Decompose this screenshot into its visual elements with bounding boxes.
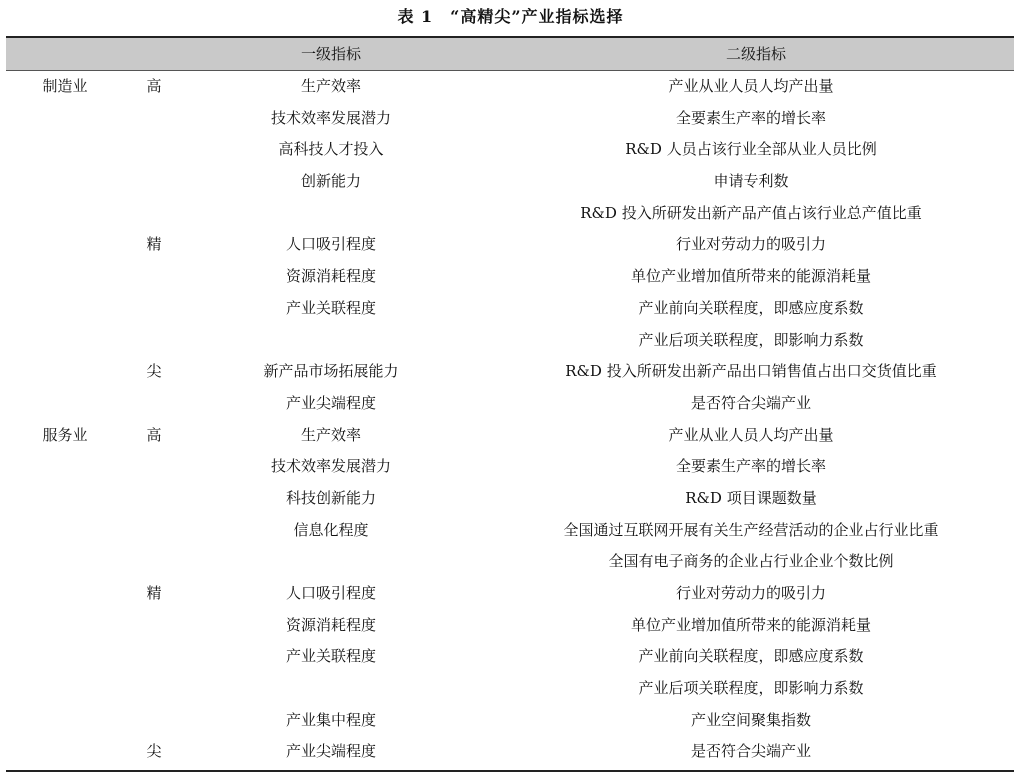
row-sector: [6, 261, 124, 293]
table-row: [6, 578, 1014, 610]
row-grade: [124, 325, 184, 357]
bottom-rule: [6, 770, 1014, 772]
row-grade: 尖: [146, 742, 162, 761]
row-secondary-indicator: 全国有电子商务的企业占行业企业个数比例: [608, 552, 894, 571]
row-secondary-indicator: 全要素生产率的增长率: [675, 108, 826, 127]
row-secondary-indicator: 是否符合尖端产业: [690, 393, 811, 412]
row-sector: [6, 546, 124, 578]
row-primary-indicator: 生产效率: [300, 77, 361, 95]
table-row: [6, 515, 1014, 547]
row-secondary-indicator: R&D 人员占该行业全部从业人员比例: [625, 140, 877, 159]
row-secondary-indicator: R&D 项目课题数量: [685, 488, 817, 507]
table-row: [6, 325, 1014, 357]
row-sector: [6, 325, 124, 357]
row-secondary-indicator: 行业对劳动力的吸引力: [675, 235, 826, 254]
table-row: [6, 356, 1014, 388]
row-primary-indicator: 技术效率发展潜力: [270, 457, 391, 476]
header-secondary-indicator: 二级指标: [725, 45, 786, 63]
table-row: [6, 705, 1014, 737]
row-sector: [6, 610, 124, 642]
row-sector: [6, 229, 124, 261]
row-grade: [124, 198, 184, 230]
row-sector: [6, 641, 124, 673]
row-sector: [6, 515, 124, 547]
row-grade: [124, 451, 184, 483]
row-sector: 制造业: [42, 77, 88, 95]
row-sector: [6, 198, 124, 230]
row-grade: [124, 103, 184, 135]
table-title: 表 1 “高精尖”产业指标选择: [397, 7, 624, 26]
table-row: [6, 166, 1014, 198]
row-sector: [6, 736, 124, 768]
row-secondary-indicator: 全要素生产率的增长率: [675, 457, 826, 476]
row-primary-indicator: 生产效率: [300, 425, 361, 444]
row-primary-indicator: 产业关联程度: [285, 647, 376, 666]
row-sector: [6, 451, 124, 483]
row-secondary-indicator: 行业对劳动力的吸引力: [675, 584, 826, 602]
table-row: [6, 610, 1014, 642]
row-primary-indicator: 资源消耗程度: [285, 267, 376, 286]
row-grade: [124, 515, 184, 547]
row-sector: [6, 673, 124, 705]
row-grade: [124, 705, 184, 737]
row-sector: [6, 356, 124, 388]
table-row: [6, 229, 1014, 261]
row-secondary-indicator: R&D 投入所研发出新产品产值占该行业总产值比重: [580, 203, 922, 222]
table-row: [6, 673, 1014, 705]
row-grade: [124, 261, 184, 293]
row-grade: 精: [146, 235, 162, 254]
row-secondary-indicator: 产业后项关联程度，即影响力系数: [638, 679, 864, 698]
row-primary-indicator: [231, 673, 431, 705]
row-secondary-indicator: 产业从业人员人均产出量: [668, 77, 834, 95]
row-secondary-indicator: 产业从业人员人均产出量: [668, 425, 834, 444]
row-primary-indicator: 产业尖端程度: [285, 393, 376, 412]
table-row: [6, 293, 1014, 325]
row-secondary-indicator: 申请专利数: [713, 172, 789, 191]
table-row: [6, 71, 1014, 103]
table-row: [6, 420, 1014, 452]
row-sector: [6, 578, 124, 610]
row-primary-indicator: [231, 198, 431, 230]
table-row: [6, 546, 1014, 578]
row-grade: 高: [146, 425, 162, 444]
table-row: [6, 483, 1014, 515]
row-secondary-indicator: R&D 投入所研发出新产品出口销售值占出口交货值比重: [565, 362, 937, 381]
table-body: [6, 71, 1014, 768]
row-primary-indicator: [231, 325, 431, 357]
row-grade: [124, 546, 184, 578]
row-sector: [6, 483, 124, 515]
row-sector: [6, 134, 124, 166]
row-grade: [124, 483, 184, 515]
table-row: [6, 736, 1014, 768]
row-primary-indicator: 新产品市场拓展能力: [263, 362, 399, 381]
row-secondary-indicator: 产业空间聚集指数: [690, 710, 811, 729]
row-primary-indicator: 人口吸引程度: [285, 584, 376, 602]
row-primary-indicator: 科技创新能力: [285, 488, 376, 507]
row-grade: 尖: [146, 362, 162, 381]
row-grade: [124, 134, 184, 166]
row-grade: [124, 641, 184, 673]
row-secondary-indicator: 产业前向关联程度，即感应度系数: [638, 298, 864, 317]
row-secondary-indicator: 是否符合尖端产业: [690, 742, 811, 761]
table-row: [6, 198, 1014, 230]
row-grade: [124, 388, 184, 420]
row-secondary-indicator: 产业前向关联程度，即感应度系数: [638, 647, 864, 666]
row-grade: 高: [146, 77, 162, 95]
row-sector: [6, 103, 124, 135]
row-secondary-indicator: 单位产业增加值所带来的能源消耗量: [630, 615, 871, 634]
row-sector: [6, 293, 124, 325]
row-primary-indicator: 产业集中程度: [285, 710, 376, 729]
table-row: [6, 134, 1014, 166]
table-row: [6, 388, 1014, 420]
header-primary-indicator: 一级指标: [300, 45, 361, 63]
row-primary-indicator: 技术效率发展潜力: [270, 108, 391, 127]
row-primary-indicator: 资源消耗程度: [285, 615, 376, 634]
row-grade: [124, 610, 184, 642]
row-primary-indicator: 产业尖端程度: [285, 742, 376, 761]
row-grade: [124, 293, 184, 325]
row-primary-indicator: [231, 546, 431, 578]
table-row: [6, 451, 1014, 483]
row-primary-indicator: 信息化程度: [293, 520, 369, 539]
row-secondary-indicator: 全国通过互联网开展有关生产经营活动的企业占行业比重: [563, 520, 939, 539]
row-sector: [6, 388, 124, 420]
row-primary-indicator: 创新能力: [300, 172, 361, 191]
row-secondary-indicator: 单位产业增加值所带来的能源消耗量: [630, 267, 871, 286]
row-secondary-indicator: 产业后项关联程度，即影响力系数: [638, 330, 864, 349]
row-grade: [124, 166, 184, 198]
row-sector: 服务业: [42, 425, 88, 444]
row-sector: [6, 705, 124, 737]
table-row: [6, 261, 1014, 293]
row-primary-indicator: 产业关联程度: [285, 298, 376, 317]
row-sector: [6, 166, 124, 198]
row-primary-indicator: 人口吸引程度: [285, 235, 376, 254]
table-row: [6, 103, 1014, 135]
table-row: [6, 641, 1014, 673]
table-header: [6, 38, 1014, 71]
row-grade: [124, 673, 184, 705]
row-grade: 精: [146, 584, 162, 602]
row-primary-indicator: 高科技人才投入: [278, 140, 384, 159]
